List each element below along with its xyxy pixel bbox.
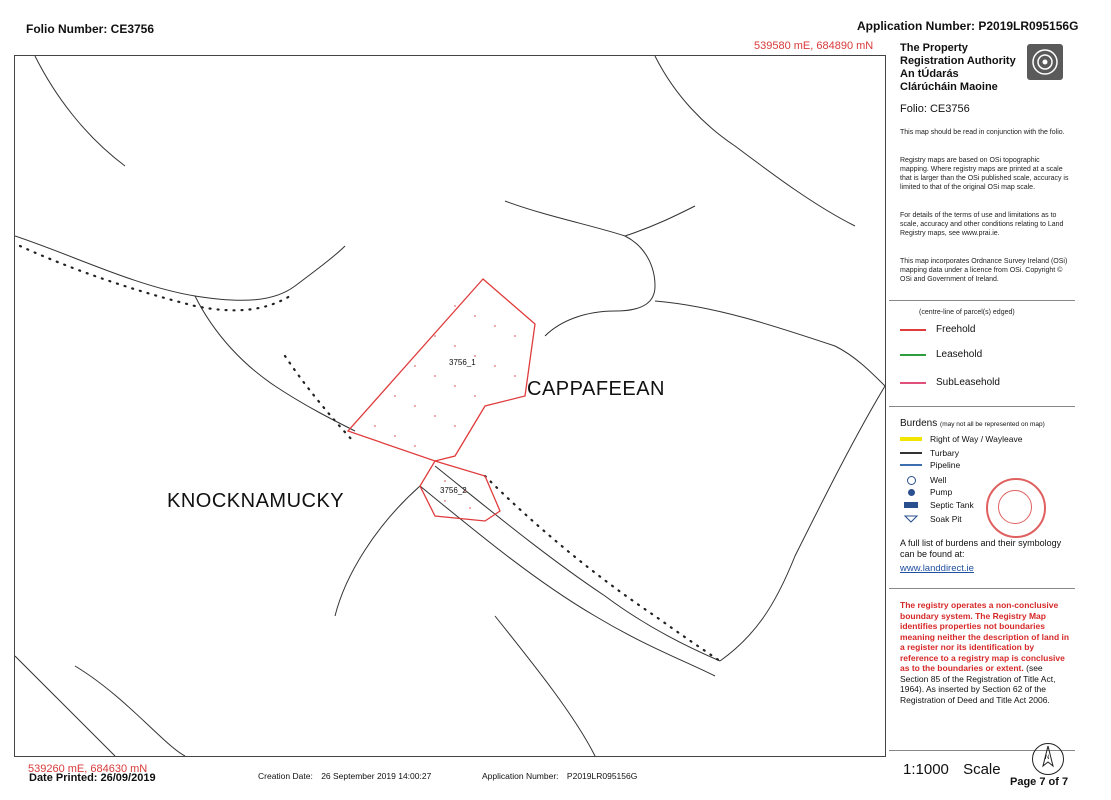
legend-label: SubLeasehold <box>936 377 1000 388</box>
subleasehold-swatch <box>900 382 926 384</box>
scale-word: Scale <box>963 761 1001 778</box>
north-label: N <box>1045 755 1050 761</box>
field-boundary <box>625 206 695 236</box>
field-boundary <box>15 236 345 300</box>
burden-right-of-way <box>900 434 1022 444</box>
sidebar-folio: Folio: CE3756 <box>900 103 970 115</box>
map-sidebar <box>889 38 1075 790</box>
disclaimer-rest: (see Section 85 of the Registration of Title Act, 1964). As inserted by Section 62 of the Registration of Deed and Title Act 2006. <box>900 663 1056 705</box>
place-name-knocknamucky: KNOCKNAMUCKY <box>167 490 345 512</box>
full-list-note: A full list of burdens and their symbology can be found at: <box>900 538 1062 559</box>
field-boundary <box>335 486 420 616</box>
burden-well <box>900 475 946 485</box>
yellow-line-icon <box>900 437 922 441</box>
creation-label: Creation Date: <box>258 771 313 781</box>
registry-map <box>14 55 886 757</box>
coord-top-right: 539580 mE, 684890 mN <box>754 40 874 52</box>
authority-line: The Property <box>900 42 968 54</box>
field-boundary <box>505 201 655 336</box>
legend-label: Freehold <box>936 324 976 335</box>
parcel-label-3756-2: 3756_2 <box>440 486 467 495</box>
field-boundary <box>15 656 115 756</box>
landdirect-link[interactable]: www.landdirect.ie <box>900 563 974 574</box>
place-name-cappafeean: CAPPAFEEAN <box>527 378 665 400</box>
legend-subleasehold <box>900 377 1000 388</box>
field-boundary <box>655 301 885 386</box>
burden-label: Soak Pit <box>930 514 962 524</box>
field-boundary <box>75 666 185 756</box>
field-boundary <box>655 56 855 226</box>
north-arrow-icon <box>1032 743 1064 775</box>
scale-ratio: 1:1000 <box>903 761 949 778</box>
burden-soak-pit <box>900 514 962 524</box>
footer-application <box>482 771 637 781</box>
burden-septic-tank <box>900 500 974 510</box>
burdens-heading <box>900 418 1045 429</box>
scale <box>903 761 1001 778</box>
filled-rect-icon <box>900 502 922 508</box>
dotted-path <box>20 246 290 310</box>
burden-label: Pipeline <box>930 460 961 470</box>
authority-line: Registration Authority <box>900 55 1016 67</box>
divider <box>889 588 1075 589</box>
disclaimer <box>900 600 1072 705</box>
authority-line: Clárúcháin Maoine <box>900 81 998 93</box>
footer-app-label: Application Number: <box>482 771 559 781</box>
freehold-swatch <box>900 329 926 331</box>
burden-pipeline <box>900 460 960 470</box>
legend-leasehold <box>900 349 982 360</box>
official-seal-icon <box>986 478 1046 538</box>
road-edge <box>420 486 715 676</box>
note-text: This map should be read in conjunction with the folio. <box>900 129 1065 136</box>
note-text: For details of the terms of use and limitations as to scale, accuracy and other conditions relating to Land Registry maps, see www.prai.ie. <box>900 212 1064 237</box>
divider <box>889 406 1075 407</box>
note-text: Registry maps are based on OSi topographic mapping. Where registry maps are printed at a scale that is larger than the OSi published scale, accuracy is limited to that of the original OSi map scale. <box>900 157 1069 191</box>
leasehold-swatch <box>900 354 926 356</box>
note-text: This map incorporates Ordnance Survey Ireland (OSi) mapping data under a licence from OSi. Copyright © OSi and Government of Ireland. <box>900 258 1068 283</box>
dark-line-icon <box>900 452 922 454</box>
map-svg <box>15 56 885 756</box>
burden-pump <box>900 487 952 497</box>
dotted-path <box>485 476 720 661</box>
application-number: Application Number: P2019LR095156G <box>857 19 1079 33</box>
field-boundary <box>195 296 355 431</box>
field-boundary <box>35 56 125 166</box>
burden-label: Well <box>930 475 947 485</box>
legend-label: Leasehold <box>936 349 983 360</box>
burdens-title: Burdens <box>900 418 938 429</box>
creation-value: 26 September 2019 14:00:27 <box>321 771 432 781</box>
page-number: Page 7 of 7 <box>1010 776 1069 788</box>
burden-turbary <box>900 448 959 458</box>
legend-note: (centre-line of parcel(s) edged) <box>919 309 1015 316</box>
open-triangle-icon <box>900 515 922 523</box>
filled-circle-icon <box>900 489 922 496</box>
open-circle-icon <box>900 476 922 485</box>
folio-number: Folio Number: CE3756 <box>26 22 155 36</box>
burden-label: Pump <box>930 487 953 497</box>
burden-label: Turbary <box>930 448 959 458</box>
authority-logo-icon <box>1027 44 1063 80</box>
field-boundary <box>720 386 885 661</box>
footer-app-value: P2019LR095156G <box>566 771 638 781</box>
authority-line: An tÚdarás <box>900 68 959 80</box>
parcel-3756-1-outline <box>348 279 535 461</box>
divider <box>889 300 1075 301</box>
date-printed: Date Printed: 26/09/2019 <box>29 772 156 784</box>
field-boundary <box>495 616 595 756</box>
disclaimer-bold: The registry operates a non-conclusive boundary system. The Registry Map identifies properties not boundaries meaning neither the description of land in a register nor its identification by reference to a registry map is conclusive as to the boundaries or extent. <box>900 600 1070 673</box>
blue-line-icon <box>900 464 922 466</box>
burden-label: Right of Way / Wayleave <box>930 434 1023 444</box>
parcel-label-3756-1: 3756_1 <box>449 358 476 367</box>
burdens-note: (may not all be represented on map) <box>940 421 1045 428</box>
authority-name <box>900 42 1016 94</box>
burden-label: Septic Tank <box>930 500 974 510</box>
creation-date <box>258 771 431 781</box>
coord-bottom-left: 539260 mE, 684630 mN <box>28 763 148 775</box>
legend-freehold <box>900 324 975 335</box>
